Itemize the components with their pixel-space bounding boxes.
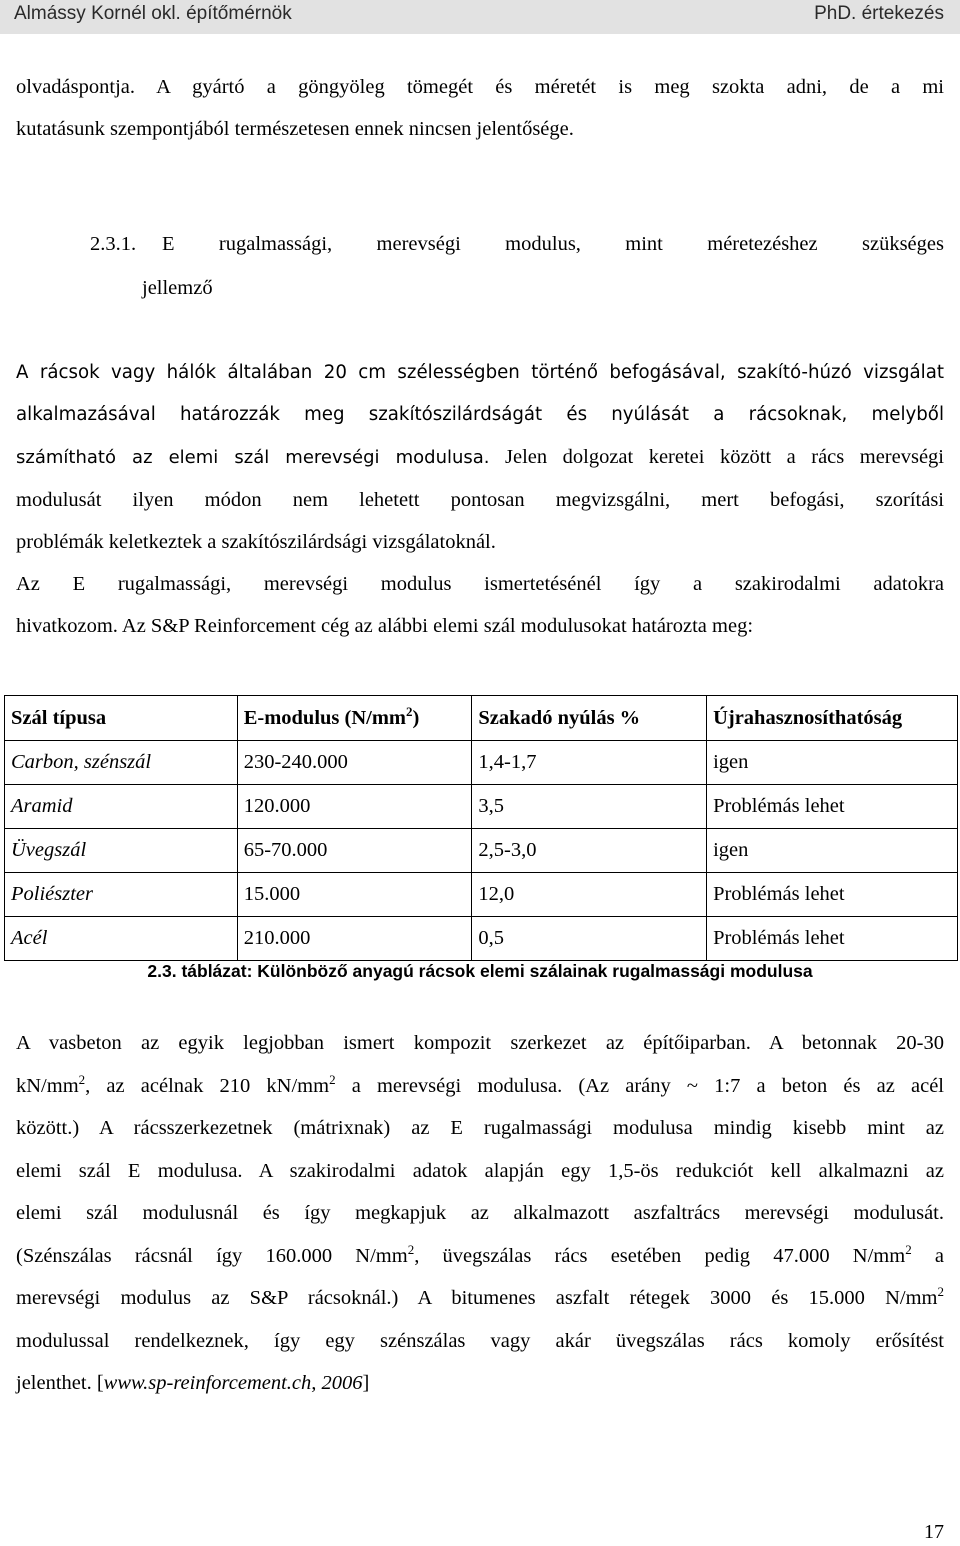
paragraph-3 — [16, 1022, 944, 1405]
text-line: A vasbeton az egyik legjobban ismert kompozit szerkezet az építőiparban. A betonnak 20-30 — [16, 1032, 944, 1054]
cell-type: Aramid — [5, 785, 238, 829]
cell-elongation: 3,5 — [472, 785, 707, 829]
text-segment: jelenthet. [ — [16, 1372, 104, 1394]
cell-type: Carbon, szénszál — [5, 741, 238, 785]
text-segment: ] — [362, 1372, 370, 1394]
cell-type: Poliészter — [5, 873, 238, 917]
page-header — [0, 0, 960, 34]
text-segment: , üvegszálas rács esetében pedig 47.000 N/mm — [414, 1244, 906, 1267]
column-header-modulus — [237, 696, 472, 741]
cell-recycling: igen — [707, 829, 958, 873]
text-segment: a — [911, 1244, 944, 1267]
cell-modulus: 65-70.000 — [237, 829, 472, 873]
text-line: olvadáspontja. A gyártó a göngyöleg tömegét és méretét is meg szokta adni, de a mi — [16, 76, 944, 98]
cell-modulus: 210.000 — [237, 917, 472, 961]
superscript: 2 — [407, 1241, 415, 1257]
table-caption: 2.3. táblázat: Különböző anyagú rácsok elemi szálainak rugalmassági modulusa — [147, 961, 813, 981]
text-segment: számítható az elemi szál merevségi modulusa. — [16, 447, 490, 468]
text-line: kutatásunk szempontjából természetesen ennek nincsen jelentősége. — [16, 118, 574, 140]
cell-recycling: igen — [707, 741, 958, 785]
table-row — [5, 917, 958, 961]
table-row — [5, 741, 958, 785]
text-segment: , az acélnak 210 kN/mm — [85, 1074, 330, 1097]
page-number: 17 — [924, 1521, 944, 1543]
superscript: 2 — [905, 1241, 912, 1257]
text-line — [16, 1065, 944, 1108]
text-line: elemi szál E modulusa. A szakirodalmi adatok alapján egy 1,5-ös redukciót kell alkalmazni az — [16, 1159, 944, 1182]
section-title-line2: jellemző — [142, 277, 213, 299]
cell-type: Üvegszál — [5, 829, 238, 873]
text-line: elemi szál modulusnál és így megkapjuk az alkalmazott aszfaltrács merevségi modulusát. — [16, 1202, 944, 1224]
section-heading — [90, 222, 944, 310]
header-superscript: 2 — [406, 703, 413, 719]
header-author: Almássy Kornél okl. építőmérnök — [14, 3, 292, 24]
text-line: A rácsok vagy hálók általában 20 cm szélességben történő befogásával, szakító-húzó vizsgálat — [16, 362, 944, 383]
cell-elongation: 1,4-1,7 — [472, 741, 707, 785]
text-line: modulusát ilyen módon nem lehetett pontosan megvizsgálni, mert befogási, szorítási — [16, 489, 944, 511]
text-segment: (Szénszálas rácsnál így 160.000 N/mm — [16, 1244, 408, 1267]
text-line — [16, 1235, 944, 1278]
fiber-modulus-table — [4, 695, 958, 961]
text-line — [16, 1362, 944, 1405]
text-segment: Jelen dolgozat keretei között a rács merevségi — [489, 446, 944, 468]
superscript: 2 — [78, 1071, 86, 1087]
text-line: Az E rugalmassági, merevségi modulus ismertetésénél így a szakirodalmi adatokra — [16, 573, 944, 595]
table-row — [5, 873, 958, 917]
cell-elongation: 0,5 — [472, 917, 707, 961]
table-header-row — [5, 696, 958, 741]
header-text: ) — [412, 706, 420, 729]
table-row — [5, 785, 958, 829]
cell-modulus: 15.000 — [237, 873, 472, 917]
intro-paragraph — [16, 66, 944, 150]
text-line: problémák keletkeztek a szakítószilárdsági vizsgálatoknál. — [16, 531, 496, 553]
cell-elongation: 2,5-3,0 — [472, 829, 707, 873]
superscript: 2 — [937, 1284, 944, 1299]
superscript: 2 — [329, 1071, 336, 1087]
text-segment: kN/mm — [16, 1074, 79, 1097]
text-line-mixed — [16, 436, 944, 479]
text-line: alkalmazásával határozzák meg szakítószilárdságát és nyúlását a rácsoknak, melyből — [16, 404, 944, 425]
column-header-elongation: Szakadó nyúlás % — [472, 696, 707, 741]
text-line: hivatkozom. Az S&P Reinforcement cég az alábbi elemi szál modulusokat határozta meg: — [16, 615, 754, 637]
cell-modulus: 120.000 — [237, 785, 472, 829]
text-segment: a merevségi modulusa. (Az arány ~ 1:7 a beton és az acél — [335, 1074, 944, 1097]
text-line: modulussal rendelkeznek, így egy szénszálas vagy akár üvegszálas rács komoly erősítést — [16, 1329, 944, 1352]
citation: www.sp-reinforcement.ch, 2006 — [103, 1372, 363, 1394]
text-line — [16, 1277, 944, 1320]
cell-modulus: 230-240.000 — [237, 741, 472, 785]
text-segment: merevségi modulus az S&P rácsoknál.) A bitumenes aszfalt rétegek 3000 és 15.000 N/mm — [16, 1287, 938, 1309]
cell-recycling: Problémás lehet — [707, 873, 958, 917]
text-line: között.) A rácsszerkezetnek (mátrixnak) az E rugalmassági modulusa mindig kisebb mint az — [16, 1117, 944, 1139]
cell-recycling: Problémás lehet — [707, 917, 958, 961]
section-title-line1: E rugalmassági, merevségi modulus, mint méretezéshez szükséges — [162, 233, 944, 255]
header-text: E-modulus (N/mm — [243, 706, 407, 729]
column-header-type: Szál típusa — [5, 696, 238, 741]
section-number: 2.3.1. — [90, 233, 137, 255]
column-header-recycling: Újrahasznosíthatóság — [707, 696, 958, 741]
paragraph-1 — [16, 352, 944, 647]
table-row — [5, 829, 958, 873]
cell-recycling: Problémás lehet — [707, 785, 958, 829]
cell-elongation: 12,0 — [472, 873, 707, 917]
header-document-type: PhD. értekezés — [814, 3, 944, 24]
cell-type: Acél — [5, 917, 238, 961]
